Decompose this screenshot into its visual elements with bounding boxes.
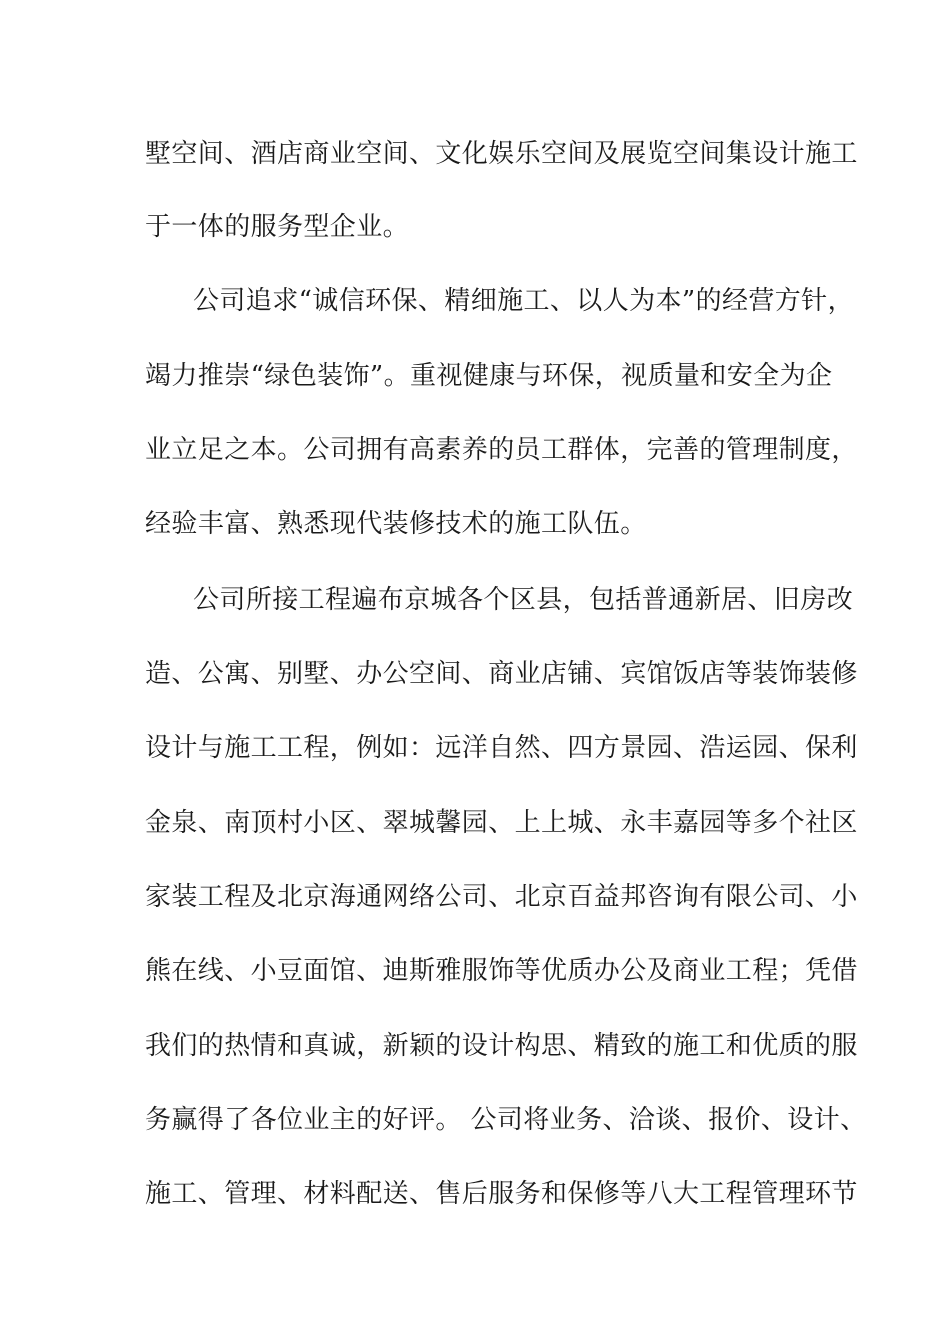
text-line: 我们的热情和真诚，新颖的设计构思、精致的施工和优质的服 [145, 1031, 858, 1061]
text-line: 竭力推崇“绿色装饰”。重视健康与环保，视质量和安全为企 [145, 361, 833, 391]
paragraph-start-line: 公司所接工程遍布京城各个区县，包括普通新居、旧房改 [193, 585, 854, 615]
text-line: 造、公寓、别墅、办公空间、商业店铺、宾馆饭店等装饰装修 [145, 659, 858, 689]
text-line: 施工、管理、材料配送、售后服务和保修等八大工程管理环节 [145, 1179, 858, 1209]
text-line: 墅空间、酒店商业空间、文化娱乐空间及展览空间集设计施工 [145, 139, 858, 169]
text-line: 于一体的服务型企业。 [145, 212, 410, 242]
text-line: 务赢得了各位业主的好评。 公司将业务、洽谈、报价、设计、 [145, 1105, 867, 1135]
text-line: 熊在线、小豆面馆、迪斯雅服饰等优质办公及商业工程；凭借 [145, 956, 858, 986]
text-line: 经验丰富、熟悉现代装修技术的施工队伍。 [145, 509, 647, 539]
text-line: 家装工程及北京海通网络公司、北京百益邦咨询有限公司、小 [145, 882, 858, 912]
paragraph-start-line: 公司追求“诚信环保、精细施工、以人为本”的经营方针， [193, 286, 854, 316]
text-line: 金泉、南顶村小区、翠城馨园、上上城、永丰嘉园等多个社区 [145, 808, 858, 838]
text-line: 设计与施工工程，例如：远洋自然、四方景园、浩运园、保利 [145, 733, 858, 763]
text-line: 业立足之本。公司拥有高素养的员工群体，完善的管理制度， [145, 435, 858, 465]
